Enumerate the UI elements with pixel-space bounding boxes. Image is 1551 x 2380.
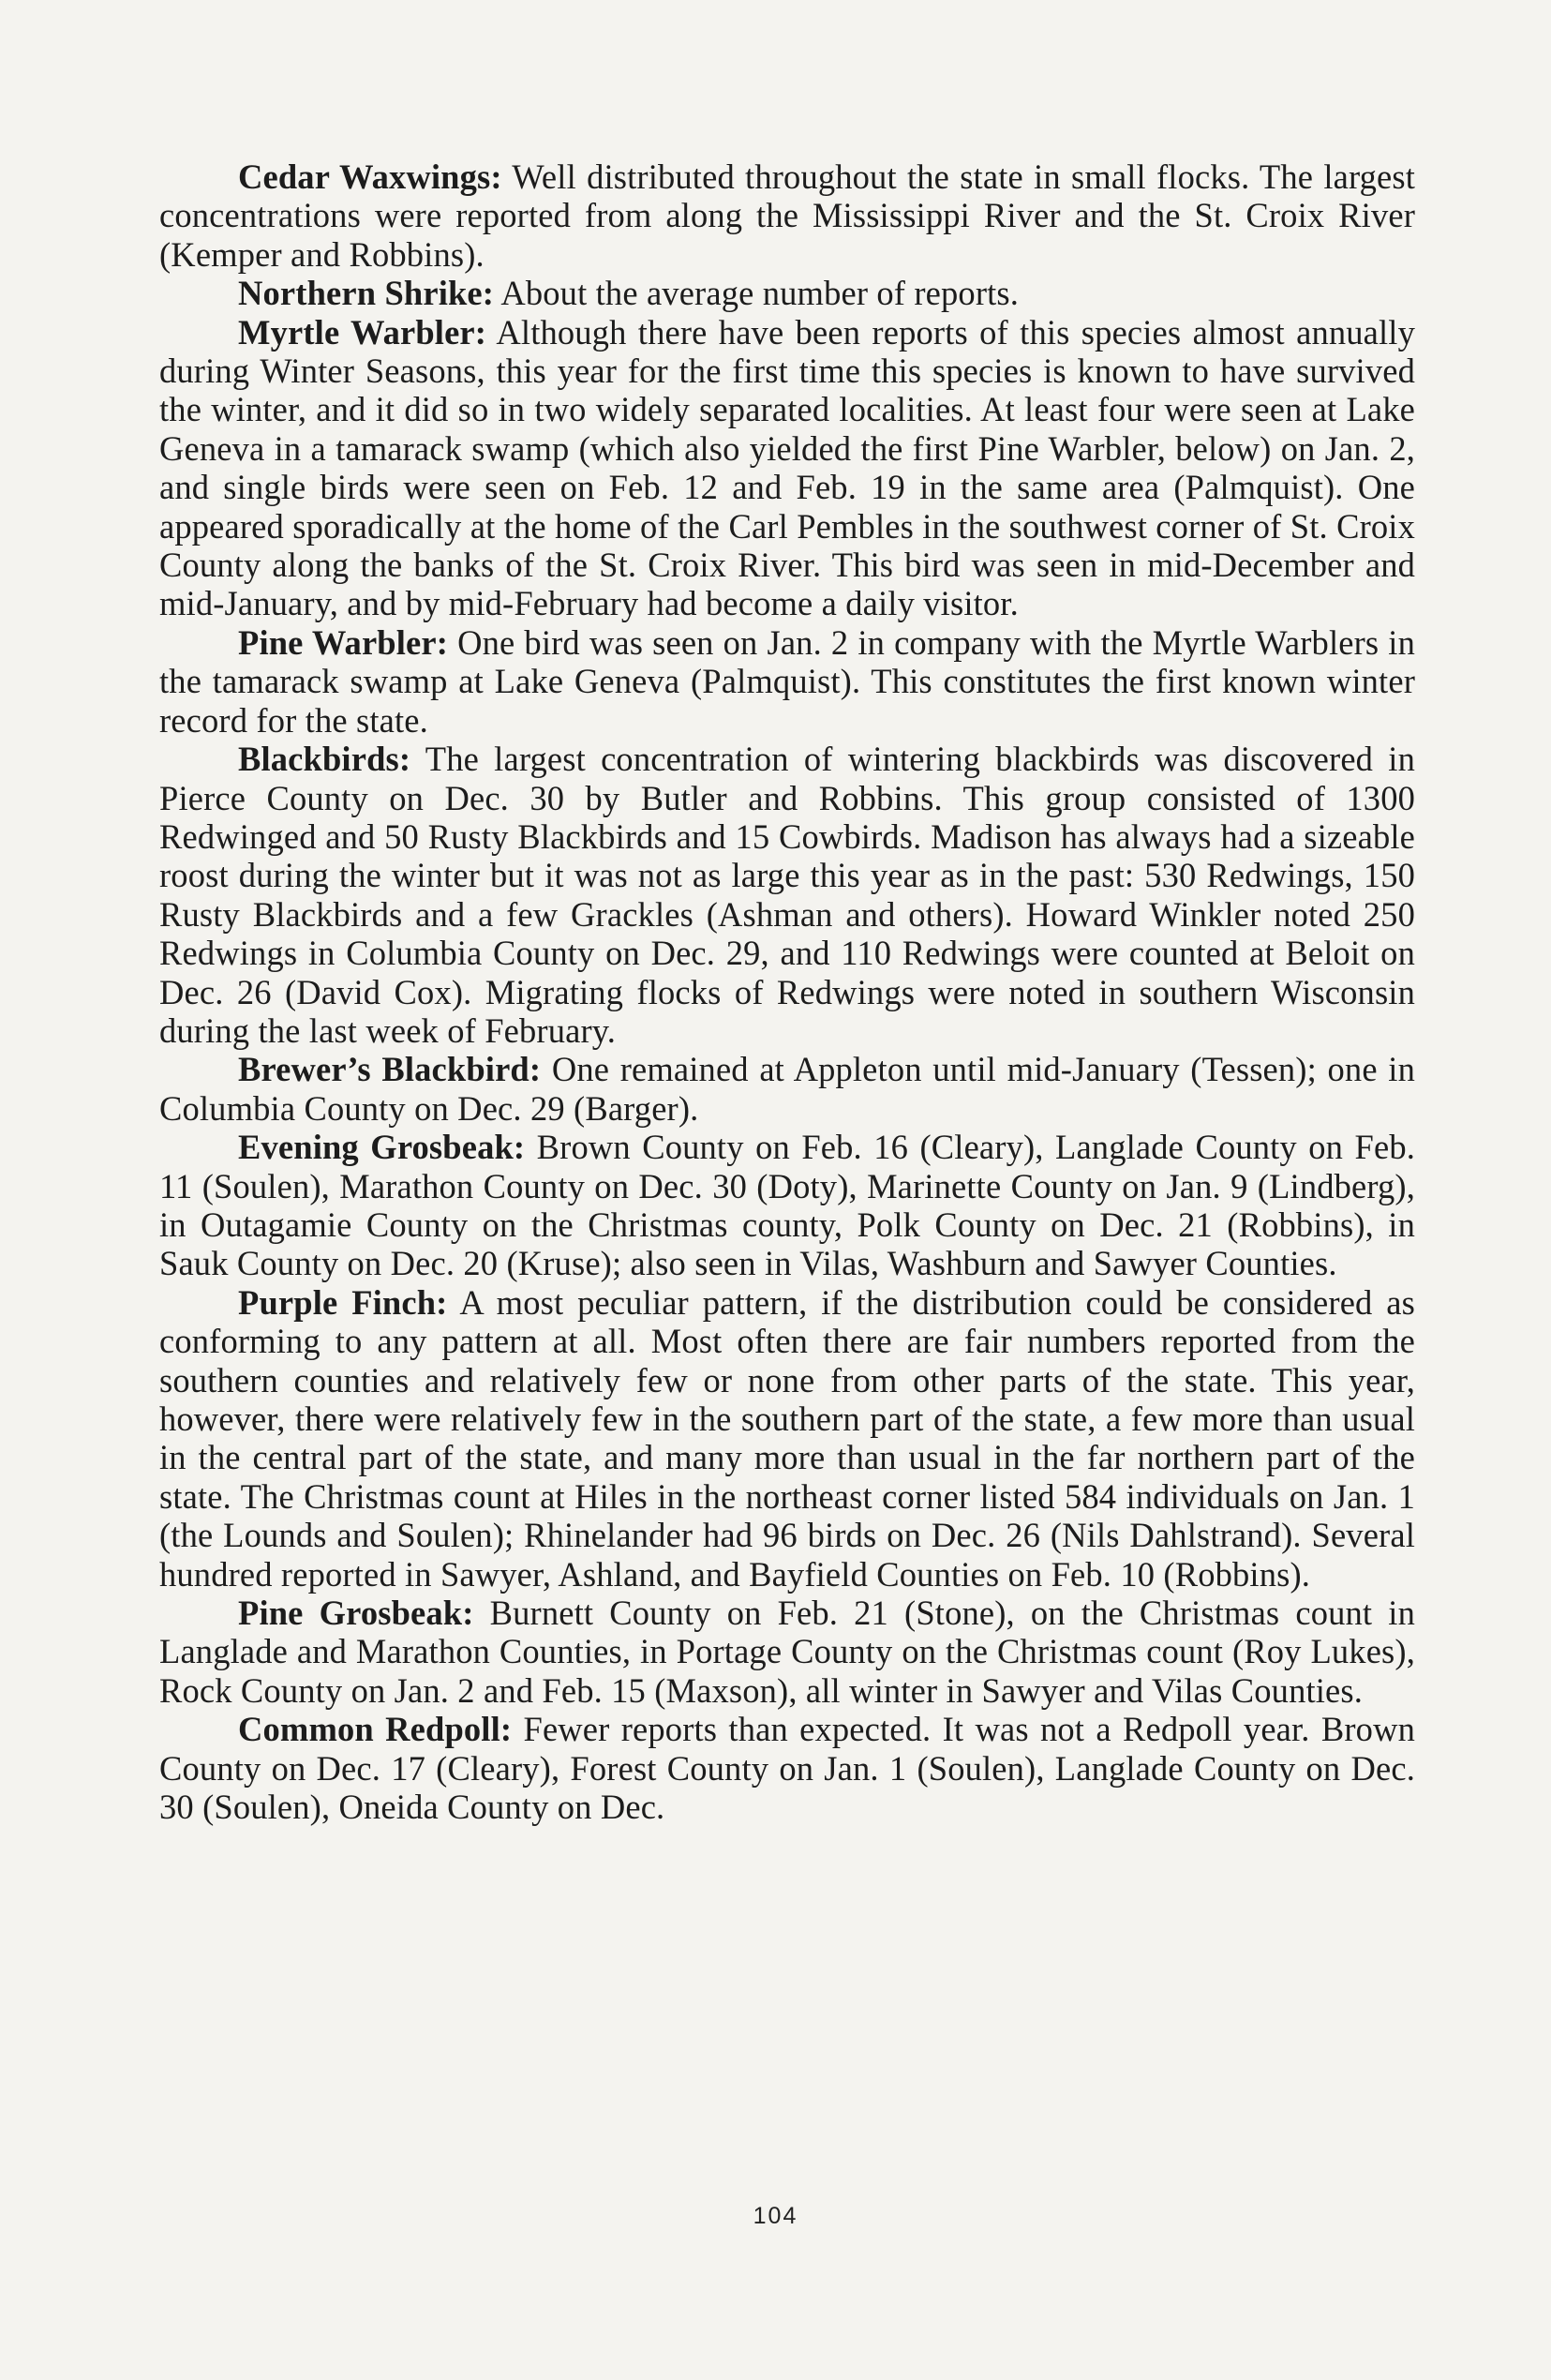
entry-text: Fewer reports than expected. It was not a Redpoll year. Brown County on Dec. 17 (Cleary), Forest County on Jan. 1 (Soulen), Langlade County on Dec. 30 (Soulen), Oneida County on Dec.: [159, 1710, 1415, 1827]
entry-pine-warbler: [159, 623, 1415, 740]
species-name: Common Redpoll:: [238, 1710, 513, 1749]
entry-text: Although there have been reports of this species almost annually during Winter Seasons, this year for the first time this species is known to have survived the winter, and it did so in two widely separated localities. At least four were seen at Lake Geneva in a tamarack swamp (which also yielded the first Pine Warbler, below) on Jan. 2, and single birds were seen on Feb. 12 and Feb. 19 in the same area (Palmquist). One appeared sporadically at the home of the Carl Pembles in the southwest corner of St. Croix County along the banks of the St. Croix River. This bird was seen in mid-December and mid-January, and by mid-February had become a daily visitor.: [159, 312, 1415, 623]
species-name: Purple Finch:: [238, 1282, 448, 1322]
entry-text: One bird was seen on Jan. 2 in company with the Myrtle Warblers in the tamarack swamp at Lake Geneva (Palmquist). This constitutes the first known winter record for the state.: [159, 622, 1415, 740]
entry-text: One remained at Appleton until mid-January (Tessen); one in Columbia County on Dec. 29 (Barger).: [159, 1050, 1415, 1128]
entry-text: Brown County on Feb. 16 (Cleary), Langlade County on Feb. 11 (Soulen), Marathon County on Dec. 30 (Doty), Marinette County on Jan. 9 (Lindberg), in Outagamie County on the Christmas county, Polk County on Dec. 21 (Robbins), in Sauk County on Dec. 20 (Kruse); also seen in Vilas, Washburn and Sawyer Counties.: [159, 1128, 1415, 1283]
entry-evening-grosbeak: [159, 1128, 1415, 1283]
entry-blackbirds: [159, 740, 1415, 1050]
species-name: Northern Shrike:: [238, 274, 495, 313]
entry-myrtle-warbler: [159, 313, 1415, 623]
entry-purple-finch: [159, 1283, 1415, 1594]
species-name: Pine Warbler:: [238, 622, 449, 662]
page-body: [159, 157, 1415, 2248]
species-name: Pine Grosbeak:: [238, 1594, 474, 1633]
species-name: Cedar Waxwings:: [238, 157, 502, 196]
entry-text: About the average number of reports.: [494, 274, 1020, 313]
entry-cedar-waxwings: [159, 157, 1415, 274]
entry-common-redpoll: [159, 1710, 1415, 1826]
entry-text: The largest concentration of wintering blackbirds was discovered in Pierce County on Dec. 30 by Butler and Robbins. This group consisted of 1300 Redwinged and 50 Rusty Blackbirds and 15 Cowbirds. Madison has always had a sizeable roost during the winter but it was not as large this year as in the past: 530 Redwings, 150 Rusty Blackbirds and a few Grackles (Ashman and others). Howard Winkler noted 250 Redwings in Columbia County on Dec. 29, and 110 Redwings were counted at Beloit on Dec. 26 (David Cox). Migrating flocks of Redwings were noted in southern Wisconsin during the last week of February.: [159, 740, 1415, 1050]
entry-text: A most peculiar pattern, if the distribution could be considered as conforming to any pattern at all. Most often there are fair numbers reported from the southern counties and relatively few or none from other parts of the state. This year, however, there were relatively few in the southern part of the state, a few more than usual in the central part of the state, and many more than usual in the far northern part of the state. The Christmas count at Hiles in the northeast corner listed 584 individuals on Jan. 1 (the Lounds and Soulen); Rhinelander had 96 birds on Dec. 26 (Nils Dahlstrand). Several hundred reported in Sawyer, Ashland, and Bayfield Counties on Feb. 10 (Robbins).: [159, 1282, 1415, 1594]
entry-text: Burnett County on Feb. 21 (Stone), on the Christmas count in Langlade and Marathon Counties, in Portage County on the Christmas count (Roy Lukes), Rock County on Jan. 2 and Feb. 15 (Maxson), all winter in Sawyer and Vilas Counties.: [159, 1594, 1415, 1710]
species-name: Brewer’s Blackbird:: [238, 1050, 542, 1089]
entry-text: Well distributed throughout the state in small flocks. The largest concentrations were reported from along the Mississippi River and the St. Croix River (Kemper and Robbins).: [159, 157, 1415, 274]
entry-pine-grosbeak: [159, 1594, 1415, 1710]
species-name: Blackbirds:: [238, 740, 411, 779]
entry-northern-shrike: [159, 274, 1415, 312]
species-name: Evening Grosbeak:: [238, 1128, 526, 1167]
entry-brewers-blackbird: [159, 1050, 1415, 1128]
species-name: Myrtle Warbler:: [238, 312, 487, 352]
page-number: 104: [753, 2203, 798, 2229]
